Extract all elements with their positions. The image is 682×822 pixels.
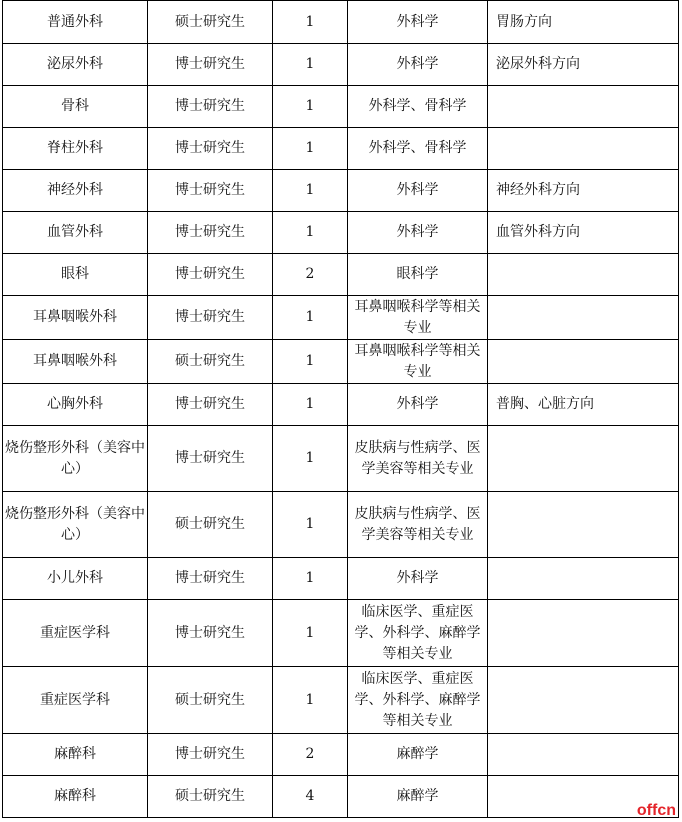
- dept-cell: 重症医学科: [3, 600, 148, 667]
- count-cell: 1: [273, 212, 348, 254]
- degree-cell: 硕士研究生: [148, 776, 273, 818]
- table-row: [3, 170, 679, 212]
- dept-cell: 耳鼻咽喉外科: [3, 296, 148, 340]
- note-cell: [488, 734, 679, 776]
- table-row: [3, 44, 679, 86]
- table-row: [3, 1, 679, 44]
- table-row: [3, 600, 679, 667]
- offcn-watermark-logo: offcn: [636, 802, 676, 819]
- major-cell: 眼科学: [348, 254, 488, 296]
- note-cell: [488, 492, 679, 558]
- major-cell: 皮肤病与性病学、医学美容等相关专业: [348, 426, 488, 492]
- dept-cell: 小儿外科: [3, 558, 148, 600]
- note-cell: [488, 254, 679, 296]
- degree-cell: 博士研究生: [148, 170, 273, 212]
- degree-cell: 博士研究生: [148, 86, 273, 128]
- table-row: [3, 492, 679, 558]
- count-cell: 1: [273, 492, 348, 558]
- note-cell: 神经外科方向: [488, 170, 679, 212]
- major-cell: 外科学、骨科学: [348, 128, 488, 170]
- note-cell: 胃肠方向: [488, 1, 679, 44]
- major-cell: 耳鼻咽喉科学等相关专业: [348, 340, 488, 384]
- degree-cell: 硕士研究生: [148, 1, 273, 44]
- major-cell: 外科学: [348, 558, 488, 600]
- degree-cell: 博士研究生: [148, 600, 273, 667]
- major-cell: 外科学: [348, 212, 488, 254]
- table-row: [3, 254, 679, 296]
- degree-cell: 博士研究生: [148, 212, 273, 254]
- table-row: [3, 384, 679, 426]
- table-row: [3, 340, 679, 384]
- count-cell: 1: [273, 170, 348, 212]
- count-cell: 1: [273, 1, 348, 44]
- count-cell: 1: [273, 296, 348, 340]
- table-row: [3, 86, 679, 128]
- note-cell: [488, 426, 679, 492]
- dept-cell: 麻醉科: [3, 734, 148, 776]
- note-cell: 泌尿外科方向: [488, 44, 679, 86]
- count-cell: 1: [273, 86, 348, 128]
- count-cell: 4: [273, 776, 348, 818]
- major-cell: 麻醉学: [348, 734, 488, 776]
- count-cell: 1: [273, 340, 348, 384]
- major-cell: 外科学: [348, 1, 488, 44]
- count-cell: 1: [273, 558, 348, 600]
- dept-cell: 普通外科: [3, 1, 148, 44]
- count-cell: 1: [273, 667, 348, 734]
- table-row: [3, 667, 679, 734]
- major-cell: 麻醉学: [348, 776, 488, 818]
- dept-cell: 耳鼻咽喉外科: [3, 340, 148, 384]
- dept-cell: 眼科: [3, 254, 148, 296]
- dept-cell: 血管外科: [3, 212, 148, 254]
- count-cell: 1: [273, 600, 348, 667]
- degree-cell: 硕士研究生: [148, 667, 273, 734]
- count-cell: 1: [273, 44, 348, 86]
- dept-cell: 神经外科: [3, 170, 148, 212]
- dept-cell: 重症医学科: [3, 667, 148, 734]
- note-cell: [488, 128, 679, 170]
- table-row: [3, 128, 679, 170]
- dept-cell: 泌尿外科: [3, 44, 148, 86]
- table-row: [3, 426, 679, 492]
- dept-cell: 骨科: [3, 86, 148, 128]
- count-cell: 1: [273, 426, 348, 492]
- major-cell: 外科学: [348, 44, 488, 86]
- major-cell: 外科学、骨科学: [348, 86, 488, 128]
- note-cell: 血管外科方向: [488, 212, 679, 254]
- degree-cell: 博士研究生: [148, 128, 273, 170]
- recruitment-table: [2, 0, 679, 818]
- degree-cell: 硕士研究生: [148, 340, 273, 384]
- note-cell: 普胸、心脏方向: [488, 384, 679, 426]
- dept-cell: 烧伤整形外科（美容中心）: [3, 426, 148, 492]
- table-row: [3, 734, 679, 776]
- major-cell: 外科学: [348, 170, 488, 212]
- degree-cell: 博士研究生: [148, 296, 273, 340]
- note-cell: [488, 340, 679, 384]
- note-cell: [488, 600, 679, 667]
- major-cell: 皮肤病与性病学、医学美容等相关专业: [348, 492, 488, 558]
- degree-cell: 博士研究生: [148, 734, 273, 776]
- dept-cell: 脊柱外科: [3, 128, 148, 170]
- note-cell: [488, 667, 679, 734]
- major-cell: 外科学: [348, 384, 488, 426]
- note-cell: [488, 558, 679, 600]
- count-cell: 1: [273, 384, 348, 426]
- major-cell: 临床医学、重症医学、外科学、麻醉学等相关专业: [348, 600, 488, 667]
- note-cell: [488, 86, 679, 128]
- dept-cell: 麻醉科: [3, 776, 148, 818]
- count-cell: 1: [273, 128, 348, 170]
- degree-cell: 硕士研究生: [148, 492, 273, 558]
- degree-cell: 博士研究生: [148, 44, 273, 86]
- table-body: [3, 1, 679, 818]
- table-row: [3, 296, 679, 340]
- major-cell: 临床医学、重症医学、外科学、麻醉学等相关专业: [348, 667, 488, 734]
- dept-cell: 心胸外科: [3, 384, 148, 426]
- degree-cell: 博士研究生: [148, 384, 273, 426]
- degree-cell: 博士研究生: [148, 426, 273, 492]
- count-cell: 2: [273, 734, 348, 776]
- degree-cell: 博士研究生: [148, 558, 273, 600]
- table-row: [3, 776, 679, 818]
- dept-cell: 烧伤整形外科（美容中心）: [3, 492, 148, 558]
- major-cell: 耳鼻咽喉科学等相关专业: [348, 296, 488, 340]
- degree-cell: 博士研究生: [148, 254, 273, 296]
- count-cell: 2: [273, 254, 348, 296]
- table-row: [3, 212, 679, 254]
- table-row: [3, 558, 679, 600]
- note-cell: [488, 296, 679, 340]
